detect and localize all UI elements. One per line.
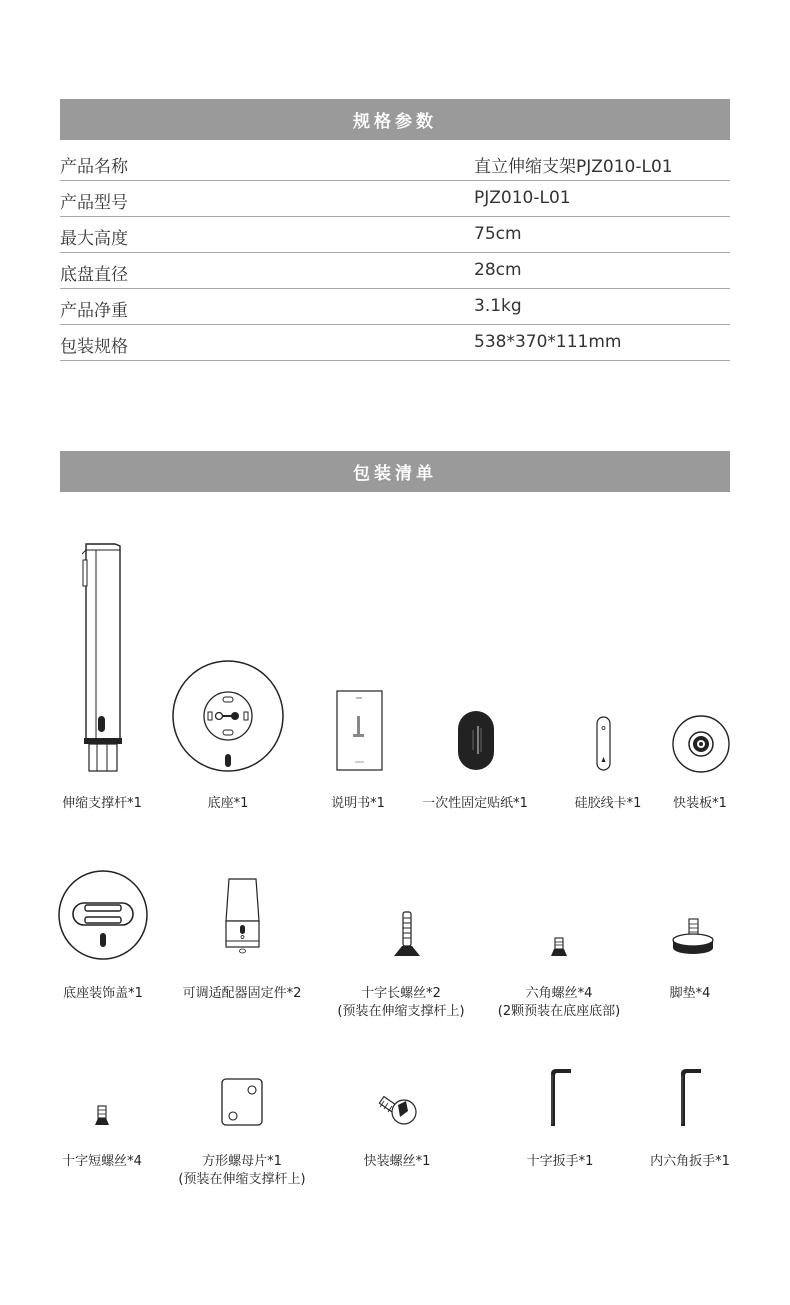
telescopic-pole-icon (80, 540, 130, 775)
item-caption: 十字长螺丝*2 (361, 986, 441, 1001)
base-icon (172, 660, 284, 772)
packing-header: 包装清单 (60, 451, 730, 492)
sticker-icon (457, 710, 495, 772)
spec-label: 产品型号 (60, 193, 128, 213)
spec-row-weight (60, 288, 730, 325)
spec-value: 3.1kg (474, 296, 522, 316)
manual-icon (336, 690, 384, 772)
spec-value: 538*370*111mm (474, 332, 622, 352)
spec-label: 最大高度 (60, 229, 128, 249)
square-nut-plate-icon (221, 1078, 263, 1126)
item-caption: 方形螺母片*1 (202, 1154, 282, 1169)
item-caption: 一次性固定贴纸*1 (422, 796, 528, 811)
spec-row-base-diameter (60, 252, 730, 289)
item-caption: 快装螺丝*1 (363, 1154, 431, 1169)
item-caption: 伸缩支撑杆*1 (62, 796, 142, 811)
spec-row-model (60, 180, 730, 217)
cable-clip-icon (596, 716, 612, 772)
spec-row-height (60, 216, 730, 253)
hex-wrench-icon (677, 1066, 705, 1128)
spec-label: 底盘直径 (60, 265, 128, 285)
hex-screw-icon (549, 936, 569, 958)
long-screw-icon (392, 910, 422, 958)
item-caption: 六角螺丝*4 (525, 986, 593, 1001)
spec-value: 直立伸缩支架PJZ010-L01 (474, 157, 673, 177)
spec-value: 28cm (474, 260, 522, 280)
phillips-wrench-icon (545, 1066, 575, 1128)
item-caption: 内六角扳手*1 (650, 1154, 730, 1169)
spec-row-name (60, 144, 730, 181)
short-screw-icon (93, 1104, 111, 1126)
spec-value: 75cm (474, 224, 522, 244)
specs-header: 规格参数 (60, 99, 730, 140)
item-caption: 十字短螺丝*4 (62, 1154, 142, 1169)
spec-label: 产品净重 (60, 301, 128, 321)
base-cover-icon (57, 869, 149, 961)
item-note: (预装在伸缩支撑杆上) (337, 1004, 465, 1019)
item-caption: 十字扳手*1 (526, 1154, 594, 1169)
spec-label: 包装规格 (60, 337, 128, 357)
item-caption: 说明书*1 (331, 796, 385, 811)
item-caption: 硅胶线卡*1 (574, 796, 642, 811)
item-caption: 脚垫*4 (669, 986, 711, 1001)
item-caption: 底座*1 (207, 796, 249, 811)
item-note: (预装在伸缩支撑杆上) (178, 1172, 306, 1187)
quick-release-plate-icon (671, 714, 731, 774)
quick-release-screw-icon (378, 1097, 418, 1127)
adapter-bracket-icon (223, 877, 263, 957)
foot-pad-icon (671, 917, 715, 957)
spec-row-package-size (60, 324, 730, 361)
spec-label: 产品名称 (60, 157, 128, 177)
spec-value: PJZ010-L01 (474, 188, 571, 208)
item-caption: 快装板*1 (673, 796, 727, 811)
item-note: (2颗预装在底座底部) (497, 1004, 621, 1019)
item-caption: 底座装饰盖*1 (63, 986, 143, 1001)
item-caption: 可调适配器固定件*2 (182, 986, 302, 1001)
